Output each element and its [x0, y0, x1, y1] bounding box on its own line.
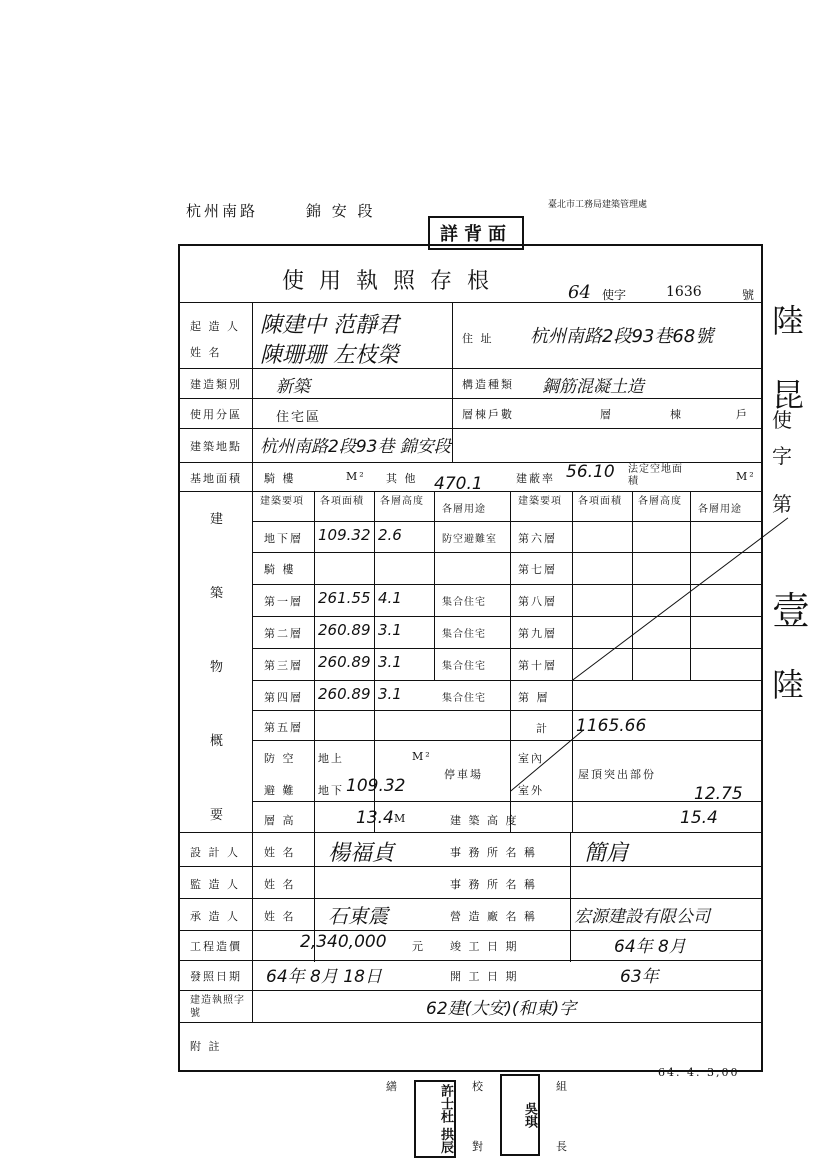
owners-line-2: 陳珊珊 左枝榮 [260, 343, 399, 368]
evacuation-label: 避 難 [264, 784, 296, 797]
permit-form [178, 244, 763, 1072]
site-label: 建築地點 [190, 440, 242, 453]
floor-name-right: 第 層 [518, 691, 550, 704]
floor-height-left: 3.1 [378, 685, 402, 703]
signoff-row [380, 1066, 760, 1158]
unit-m2-b: M² [736, 470, 756, 483]
owner-name-label: 姓 名 [190, 346, 222, 359]
section-name: 錦 安 段 [306, 202, 376, 220]
col-header-use-r: 各層用途 [698, 504, 742, 515]
issue-label: 發照日期 [190, 970, 242, 983]
floor-use-left: 集合住宅 [442, 629, 486, 640]
floor-height-left: 3.1 [378, 621, 402, 639]
signoff-check: 校 [472, 1080, 485, 1093]
area-other-label: 其 他 [386, 472, 418, 485]
col-header-item: 建築要項 [260, 496, 304, 507]
form-title: 使 用 執 照 存 根 [282, 269, 493, 294]
designer-name-label: 姓 名 [264, 846, 296, 859]
permit-value: 62建(大安)(和東)字 [426, 999, 577, 1019]
owner-label: 起 造 人 [190, 320, 240, 333]
start-value: 63年 [620, 967, 659, 987]
contractor-name-label: 姓 名 [264, 910, 296, 923]
indoor-label: 室內 [518, 752, 544, 765]
signoff-copy: 繕 [386, 1080, 399, 1093]
designer-value: 楊福貞 [328, 841, 395, 866]
area-label: 基地面積 [190, 472, 242, 485]
total-value: 1165.66 [576, 716, 647, 736]
floor-name-left: 地下層 [264, 532, 303, 545]
col-header-height: 各層高度 [380, 496, 424, 507]
floor-use-left: 防空避難室 [442, 534, 497, 545]
floor-height-left: 3.1 [378, 653, 402, 671]
floor-area-left: 260.89 [318, 621, 371, 639]
floor-height-left: 4.1 [378, 589, 402, 607]
road-name: 杭州南路 [186, 202, 259, 220]
floor-name-left: 第二層 [264, 627, 303, 640]
finish-label: 竣 工 日 期 [450, 940, 519, 953]
signoff-stamp-2: 吳琪 [500, 1074, 540, 1156]
col-header-use: 各層用途 [442, 504, 486, 515]
col-header-area: 各項面積 [320, 496, 364, 507]
legal-space-label: 法定空地面積 [628, 464, 683, 487]
office-stamp: 臺北市工務局建築管理處 [548, 200, 648, 210]
cost-unit: 元 [412, 940, 425, 953]
floor-use-left: 集合住宅 [442, 693, 486, 704]
detail-back-tag: 詳背面 [428, 216, 524, 250]
number-value: 1636 [666, 284, 702, 300]
right-margin-char: 陸 [772, 302, 805, 340]
permit-label: 建造執照字 號 [190, 995, 245, 1019]
cost-value: 2,340,000 [300, 932, 387, 952]
floor-use-left: 集合住宅 [442, 597, 486, 608]
building-type-value: 新築 [276, 377, 310, 397]
right-margin-char: 使 [772, 408, 792, 432]
number-suffix: 號 [742, 288, 755, 302]
designer-label: 設 計 人 [190, 846, 240, 859]
total-label: 計 [536, 722, 549, 735]
number-prefix: 使字 [602, 288, 627, 302]
address-value: 杭州南路2段93巷68號 [530, 326, 714, 347]
unit-m2-a: M² [346, 470, 366, 483]
address-label: 住 址 [462, 332, 494, 345]
floor-name-left: 第一層 [264, 595, 303, 608]
shelter-label: 防 空 [264, 752, 296, 765]
col-header-item-r: 建築要項 [518, 496, 562, 507]
outdoor-label: 室外 [518, 784, 544, 797]
issue-value: 64年 8月 18日 [266, 967, 382, 987]
zone-label: 使用分區 [190, 408, 242, 421]
overview-char-4: 概 [210, 734, 226, 749]
floors-unit-3: 戶 [736, 408, 749, 421]
right-margin-char: 第 [772, 492, 792, 516]
floor-name-right: 第十層 [518, 659, 557, 672]
below-label: 地下 [318, 784, 344, 797]
overview-char-2: 築 [210, 586, 226, 601]
office-label: 事 務 所 名 稱 [450, 846, 537, 859]
floor-name-left: 第五層 [264, 721, 303, 734]
structure-label: 構造種類 [462, 378, 514, 391]
floor-area-left: 109.32 [318, 526, 371, 544]
office-value: 簡肩 [584, 841, 629, 866]
floor-height-label: 層 高 [264, 814, 296, 827]
floor-name-left: 騎 樓 [264, 563, 296, 576]
supervisor-name-label: 姓 名 [264, 878, 296, 891]
firm-label: 營 造 廠 名 稱 [450, 910, 537, 923]
parking-label: 停車場 [444, 768, 483, 781]
area-arcade-label: 騎 樓 [264, 472, 296, 485]
coverage-label: 建蔽率 [516, 472, 555, 485]
right-margin-char: 陸 [772, 666, 805, 704]
overview-char-1: 建 [210, 512, 226, 527]
structure-value: 鋼筋混凝土造 [542, 377, 644, 397]
floor-name-right: 第六層 [518, 532, 557, 545]
floor-area-left: 260.89 [318, 685, 371, 703]
roof-label: 屋頂突出部份 [578, 768, 656, 781]
signoff-stamp-1: 許士杜 拱辰 [414, 1080, 456, 1158]
coverage-value: 56.10 [566, 462, 615, 482]
start-label: 開 工 日 期 [450, 970, 519, 983]
supervisor-label: 監 造 人 [190, 878, 240, 891]
note-label: 附 註 [190, 1040, 222, 1053]
col-header-height-r: 各層高度 [638, 496, 682, 507]
floors-unit-1: 層 [600, 408, 613, 421]
area-other-value: 470.1 [434, 474, 483, 494]
firm-value: 宏源建設有限公司 [574, 907, 710, 927]
floor-name-left: 第三層 [264, 659, 303, 672]
building-height-label: 建 築 高 度 [450, 814, 519, 827]
supervisor-office-label: 事 務 所 名 稱 [450, 878, 537, 891]
col-header-area-r: 各項面積 [578, 496, 622, 507]
floor-height-value: 13.4 [356, 808, 394, 828]
signoff-group: 組 [556, 1080, 569, 1093]
floor-name-right: 第九層 [518, 627, 557, 640]
overview-char-3: 物 [210, 660, 226, 675]
contractor-label: 承 造 人 [190, 910, 240, 923]
right-margin-char: 壹 [772, 589, 811, 633]
floor-name-right: 第七層 [518, 563, 557, 576]
floors-label: 層棟戶數 [462, 408, 514, 421]
signoff-chief: 長 [556, 1140, 569, 1153]
unit-m-a: M [394, 812, 408, 825]
floors-unit-2: 棟 [670, 408, 683, 421]
floor-name-right: 第八層 [518, 595, 557, 608]
below-value: 109.32 [346, 776, 406, 796]
contractor-value: 石東震 [328, 904, 388, 928]
building-type-label: 建造類別 [190, 378, 242, 391]
owners-line-1: 陳建中 范靜君 [260, 313, 399, 338]
roof-value: 12.75 [694, 784, 743, 804]
finish-value: 64年 8月 [614, 937, 686, 957]
print-info: 64. 4. 3,00 [658, 1066, 740, 1079]
building-height-value: 15.4 [680, 808, 718, 828]
floor-area-left: 260.89 [318, 653, 371, 671]
floor-height-left: 2.6 [378, 526, 402, 544]
signoff-verify: 對 [472, 1140, 485, 1153]
zone-value: 住宅區 [276, 410, 322, 425]
site-value: 杭州南路2段93巷 錦安段 [260, 437, 451, 457]
cost-label: 工程造價 [190, 940, 242, 953]
right-margin-char: 昆 [772, 376, 805, 414]
floor-area-left: 261.55 [318, 589, 371, 607]
above-label: 地上 [318, 752, 344, 765]
floor-use-left: 集合住宅 [442, 661, 486, 672]
right-margin-char: 字 [772, 444, 792, 468]
number-year: 64 [568, 282, 591, 303]
unit-m2-c: M² [412, 750, 432, 763]
overview-char-5: 要 [210, 808, 226, 823]
floor-name-left: 第四層 [264, 691, 303, 704]
